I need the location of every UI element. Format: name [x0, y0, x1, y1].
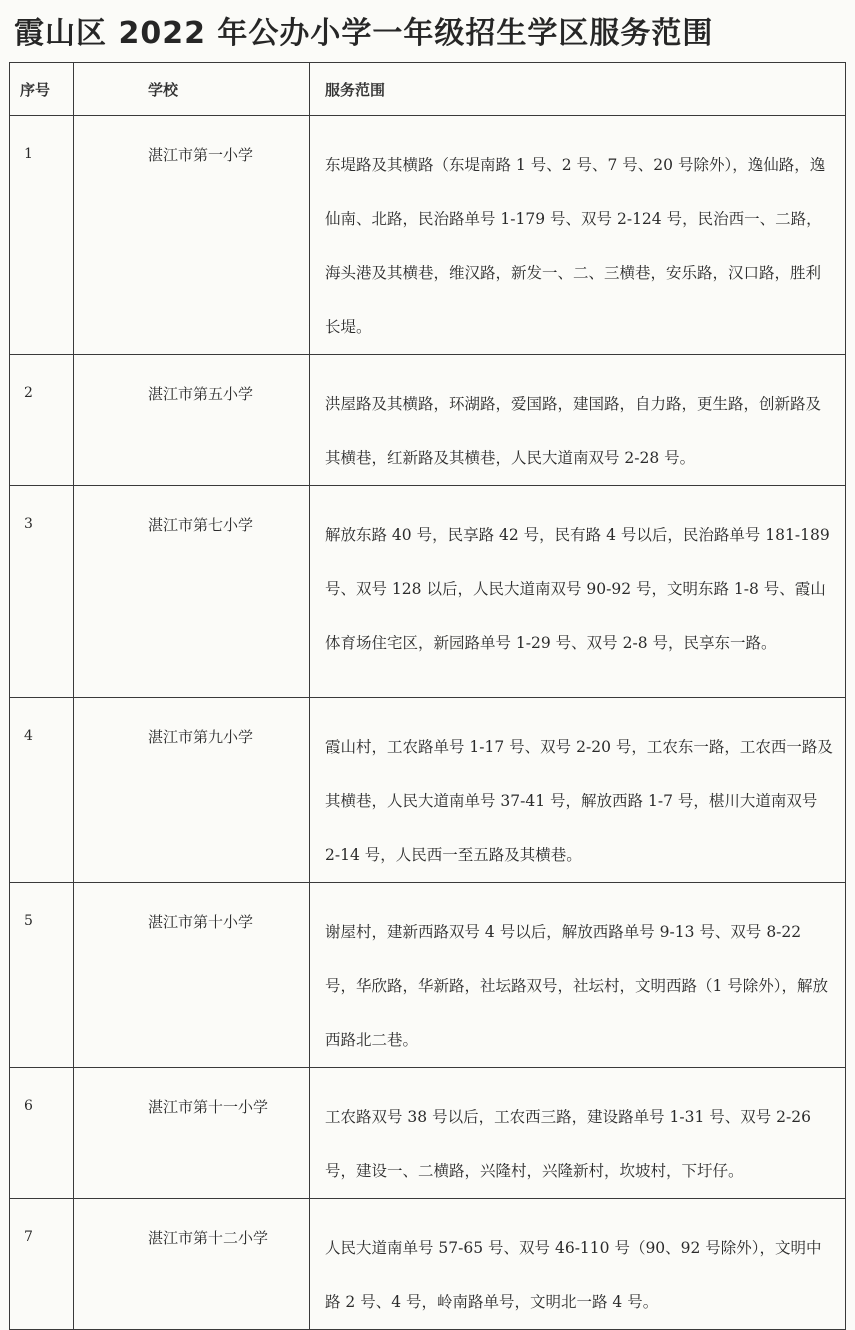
- header-no: 序号: [10, 63, 74, 116]
- row-no: 7: [10, 1199, 74, 1330]
- table-header-row: [10, 63, 846, 116]
- row-scope: 霞山村，工农路单号 1-17 号、双号 2-20 号，工农东一路，工农西一路及其横巷，人民大道南单号 37-41 号，解放西路 1-7 号，椹川大道南双号 2-14 号，人民西一至五路及其横巷。: [310, 698, 846, 883]
- table-row: [10, 883, 846, 1068]
- row-scope: 人民大道南单号 57-65 号、双号 46-110 号（90、92 号除外），文明中路 2 号、4 号，岭南路单号，文明北一路 4 号。: [310, 1199, 846, 1330]
- row-school: 湛江市第九小学: [74, 698, 310, 883]
- header-school: 学校: [74, 63, 310, 116]
- table-row: [10, 698, 846, 883]
- row-no: 6: [10, 1068, 74, 1199]
- table-row: [10, 486, 846, 698]
- table-row: [10, 1068, 846, 1199]
- table-row: [10, 1199, 846, 1330]
- table-row: [10, 355, 846, 486]
- row-school: 湛江市第五小学: [74, 355, 310, 486]
- row-school: 湛江市第十二小学: [74, 1199, 310, 1330]
- row-no: 3: [10, 486, 74, 698]
- row-scope: 谢屋村，建新西路双号 4 号以后，解放西路单号 9-13 号、双号 8-22 号，华欣路，华新路，社坛路双号，社坛村，文明西路（1 号除外），解放西路北二巷。: [310, 883, 846, 1068]
- row-school: 湛江市第七小学: [74, 486, 310, 698]
- page-title: 霞山区 2022 年公办小学一年级招生学区服务范围: [14, 16, 714, 51]
- row-no: 5: [10, 883, 74, 1068]
- table-row: [10, 116, 846, 355]
- row-scope: 东堤路及其横路（东堤南路 1 号、2 号、7 号、20 号除外），逸仙路，逸仙南、北路，民治路单号 1-179 号、双号 2-124 号，民治西一、二路，海头港及其横巷，维汉路，新发一、二、三横巷，安乐路，汉口路，胜利长堤。: [310, 116, 846, 355]
- row-no: 2: [10, 355, 74, 486]
- row-school: 湛江市第十小学: [74, 883, 310, 1068]
- row-school: 湛江市第一小学: [74, 116, 310, 355]
- row-scope: 解放东路 40 号，民享路 42 号，民有路 4 号以后，民治路单号 181-189 号、双号 128 以后，人民大道南双号 90-92 号，文明东路 1-8 号、霞山体育场住宅区，新园路单号 1-29 号、双号 2-8 号，民享东一路。: [310, 486, 846, 698]
- row-no: 4: [10, 698, 74, 883]
- row-scope: 工农路双号 38 号以后，工农西三路，建设路单号 1-31 号、双号 2-26 号，建设一、二横路，兴隆村，兴隆新村，坎坡村，下圩仔。: [310, 1068, 846, 1199]
- school-district-table: [9, 62, 846, 1330]
- row-school: 湛江市第十一小学: [74, 1068, 310, 1199]
- row-no: 1: [10, 116, 74, 355]
- row-scope: 洪屋路及其横路，环湖路，爱国路，建国路，自力路，更生路，创新路及其横巷，红新路及其横巷，人民大道南双号 2-28 号。: [310, 355, 846, 486]
- header-scope: 服务范围: [310, 63, 846, 116]
